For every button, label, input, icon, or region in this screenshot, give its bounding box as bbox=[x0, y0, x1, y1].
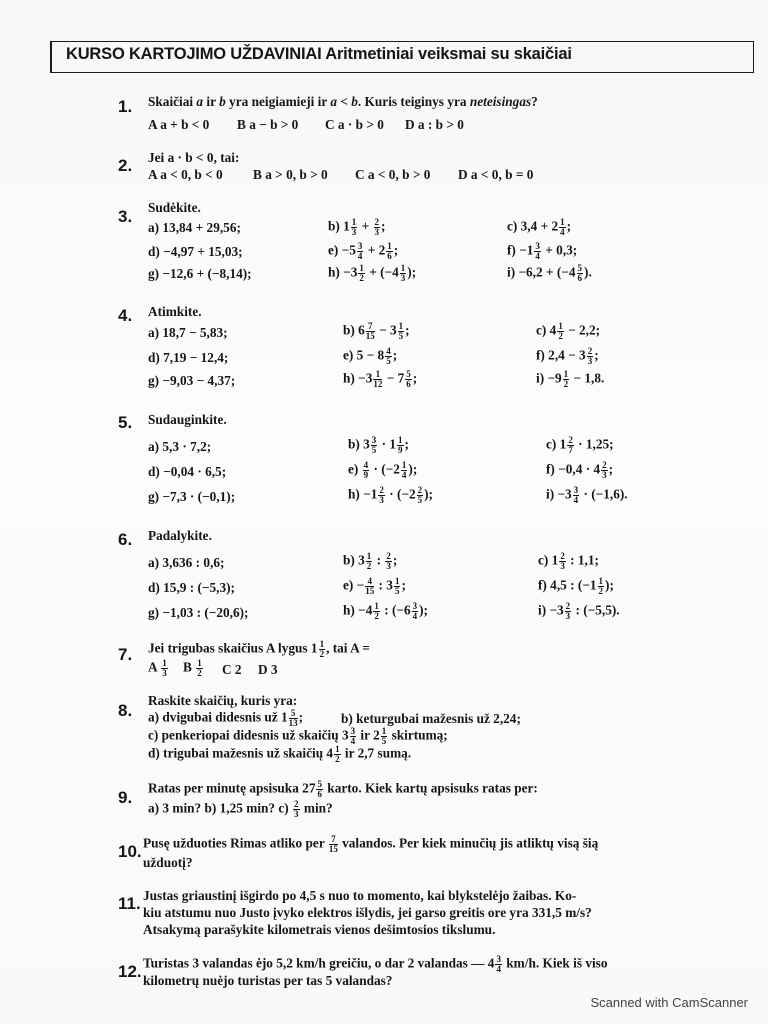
exercise-c: c) penkeriopai didesnis už skaičių 3 $\frac{3}{4}$ ir 2 $\frac{1}{5}$ skirtumą; bbox=[148, 726, 448, 746]
exercise-c: c) 3,4 + 2 $\frac{1}{4}$ ; bbox=[507, 217, 572, 237]
exercise-h: h) −3 $\frac{1}{12}$ − 7 $\frac{5}{6}$ ; bbox=[343, 369, 418, 389]
q-var: a < b bbox=[330, 94, 358, 109]
task-text-line1: Justas griaustinį išgirdo po 4,5 s nuo to momento, kai blykstelėjo žaibas. Ko- bbox=[143, 888, 577, 903]
exercise-b: b) keturgubai mažesnis už 2,24; bbox=[341, 711, 521, 726]
task-text-line3: Atsakymą parašykite kilometrais vienos dešimtosios tikslumu. bbox=[143, 922, 496, 937]
task-number: 4. bbox=[118, 306, 133, 325]
exercise-a: a) 18,7 − 5,83; bbox=[148, 325, 228, 340]
option-c: C a · b > 0 bbox=[325, 117, 384, 132]
q-text: ir bbox=[203, 94, 220, 109]
q-text: ? bbox=[531, 94, 538, 109]
worksheet-header bbox=[50, 41, 754, 73]
task-number: 8. bbox=[118, 701, 133, 720]
task-text-line2: kilometrų nuėjo turistas per tas 5 valandas? bbox=[143, 973, 393, 988]
task-title: Padalykite. bbox=[148, 528, 212, 543]
task-question: Pusę užduoties Rimas atliko per $\frac{7}{15}$ valandos. Per kiek minučių jis atliktų visą šią bbox=[143, 834, 599, 854]
task-question: Jei trigubas skaičius A lygus 1 $\frac{1}{2}$ , tai A = bbox=[148, 639, 370, 659]
exercise-b: b) 6 $\frac{7}{15}$ − 3 $\frac{1}{5}$ ; bbox=[343, 321, 410, 341]
option-c: C a < 0, b > 0 bbox=[355, 167, 431, 182]
scanner-watermark: Scanned with CamScanner bbox=[590, 995, 748, 1010]
option-c: C 2 bbox=[222, 662, 242, 677]
exercise-d: d) 7,19 − 12,4; bbox=[148, 350, 229, 365]
task-number: 10. bbox=[118, 842, 142, 861]
task-text-line2: kiu atstumu nuo Justo įvyko elektros išlydis, jei garso greitis ore yra 331,5 m/s? bbox=[143, 905, 592, 920]
option-b: B $\frac{1}{2}$ bbox=[183, 658, 202, 678]
task-question-cont: užduotį? bbox=[143, 855, 193, 870]
task-title: Raskite skaičių, kuris yra: bbox=[148, 693, 298, 708]
exercise-c: c) 1 $\frac{2}{7}$ · 1,25; bbox=[546, 435, 614, 455]
exercise-b: b) 3 $\frac{3}{5}$ · 1 $\frac{1}{9}$ ; bbox=[348, 435, 409, 455]
exercise-d: d) trigubai mažesnis už skaičių 4 $\frac{1}{2}$ ir 2,7 sumą. bbox=[148, 744, 412, 764]
exercise-d: d) 15,9 : (−5,3); bbox=[148, 580, 235, 595]
exercise-a: a) 3,636 : 0,6; bbox=[148, 555, 225, 570]
task-number: 9. bbox=[118, 788, 133, 807]
option-d: D a : b > 0 bbox=[405, 117, 464, 132]
task-title: Sudėkite. bbox=[148, 200, 201, 215]
task-number: 11. bbox=[118, 894, 141, 913]
q-var: a bbox=[196, 94, 204, 109]
option-d: D a < 0, b = 0 bbox=[458, 167, 534, 182]
q-emphasis: neteisingas bbox=[469, 94, 532, 109]
q-var: b bbox=[219, 94, 226, 109]
exercise-f: f) −0,4 · 4 $\frac{2}{3}$ ; bbox=[546, 460, 614, 480]
exercise-c: c) 4 $\frac{1}{2}$ − 2,2; bbox=[536, 321, 601, 341]
task-number: 3. bbox=[118, 207, 133, 226]
exercise-i: i) −3 $\frac{3}{4}$ · (−1,6). bbox=[546, 485, 628, 505]
exercise-e: e) − $\frac{4}{15}$ : 3 $\frac{1}{5}$ ; bbox=[343, 576, 406, 596]
exercise-b: b) 1 $\frac{1}{3}$ + $\frac{2}{3}$ ; bbox=[328, 217, 386, 237]
header-title bbox=[66, 45, 572, 64]
sub-questions: a) 3 min? b) 1,25 min? c) $\frac{2}{3}$ min? bbox=[148, 799, 333, 819]
exercise-i: i) −6,2 + (−4 $\frac{5}{6}$ ). bbox=[507, 263, 592, 283]
exercise-h: h) −1 $\frac{2}{3}$ · (−2 $\frac{2}{5}$ ); bbox=[348, 485, 433, 505]
task-number: 12. bbox=[118, 962, 142, 981]
task-number: 1. bbox=[118, 97, 133, 116]
exercise-h: h) −4 $\frac{1}{2}$ : (−6 $\frac{3}{4}$ ); bbox=[343, 601, 428, 621]
q-text: yra neigiamieji ir bbox=[225, 94, 331, 109]
exercise-a: a) 13,84 + 29,56; bbox=[148, 220, 241, 235]
task-title: Atimkite. bbox=[148, 304, 202, 319]
exercise-c: c) 1 $\frac{2}{3}$ : 1,1; bbox=[538, 551, 599, 571]
exercise-d: d) −0,04 · 6,5; bbox=[148, 464, 227, 479]
option-b: B a − b > 0 bbox=[237, 117, 299, 132]
exercise-f: f) 2,4 − 3 $\frac{2}{3}$ ; bbox=[536, 346, 599, 366]
exercise-g: g) −12,6 + (−8,14); bbox=[148, 266, 252, 281]
exercise-e: e) −5 $\frac{3}{4}$ + 2 $\frac{1}{6}$ ; bbox=[328, 241, 399, 261]
exercise-e: e) 5 − 8 $\frac{4}{5}$ ; bbox=[343, 346, 398, 366]
task-question bbox=[148, 94, 538, 110]
exercise-g: g) −1,03 : (−20,6); bbox=[148, 605, 249, 620]
task-number: 2. bbox=[118, 156, 133, 175]
exercise-a: a) dvigubai didesnis už 1 $\frac{5}{13}$ ; bbox=[148, 708, 304, 728]
exercise-a: a) 5,3 · 7,2; bbox=[148, 439, 212, 454]
option-b: B a > 0, b > 0 bbox=[253, 167, 328, 182]
option-a: A a + b < 0 bbox=[148, 117, 210, 132]
exercise-b: b) 3 $\frac{1}{2}$ : $\frac{2}{3}$ ; bbox=[343, 551, 398, 571]
exercise-i: i) −3 $\frac{2}{3}$ : (−5,5). bbox=[538, 601, 620, 621]
header-title-main: KURSO KARTOJIMO UŽDAVINIAI bbox=[66, 45, 322, 63]
exercise-e: e) $\frac{4}{9}$ · (−2 $\frac{1}{4}$ ); bbox=[348, 460, 418, 480]
option-a: A $\frac{1}{3}$ bbox=[148, 658, 167, 678]
task-number: 7. bbox=[118, 645, 133, 664]
task-question: Jei a · b < 0, tai: bbox=[148, 150, 240, 165]
exercise-g: g) −9,03 − 4,37; bbox=[148, 373, 236, 388]
task-title: Sudauginkite. bbox=[148, 412, 227, 427]
task-number: 5. bbox=[118, 413, 133, 432]
exercise-i: i) −9 $\frac{1}{2}$ − 1,8. bbox=[536, 369, 605, 389]
header-title-subject: Aritmetiniai veiksmai su skaičiai bbox=[325, 45, 572, 63]
task-text-line1: Turistas 3 valandas ėjo 5,2 km/h greičiu, o dar 2 valandas — 4 $\frac{3}{4}$ km/h. Kiek iš viso bbox=[143, 954, 608, 974]
exercise-f: f) −1 $\frac{3}{4}$ + 0,3; bbox=[507, 241, 578, 261]
exercise-d: d) −4,97 + 15,03; bbox=[148, 244, 243, 259]
exercise-g: g) −7,3 · (−0,1); bbox=[148, 489, 236, 504]
task-number: 6. bbox=[118, 530, 133, 549]
exercise-f: f) 4,5 : (−1 $\frac{1}{2}$ ); bbox=[538, 576, 614, 596]
option-a: A a < 0, b < 0 bbox=[148, 167, 223, 182]
option-d: D 3 bbox=[258, 662, 278, 677]
q-text: . Kuris teiginys yra bbox=[357, 94, 470, 109]
q-text: Skaičiai bbox=[148, 94, 197, 109]
task-question: Ratas per minutę apsisuka 27 $\frac{5}{6}$ karto. Kiek kartų apsisuks ratas per: bbox=[148, 779, 538, 799]
exercise-h: h) −3 $\frac{1}{2}$ + (−4 $\frac{1}{3}$ ); bbox=[328, 263, 417, 283]
